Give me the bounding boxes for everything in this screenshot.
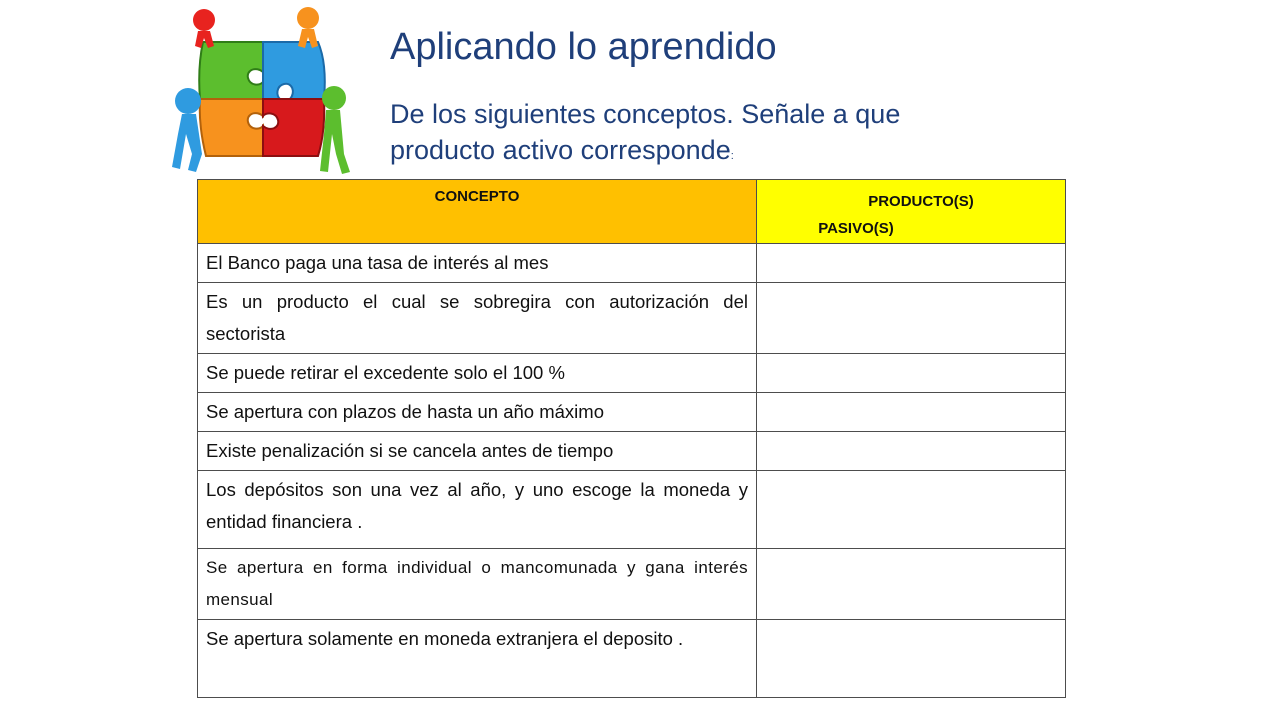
concept-cell: Se puede retirar el excedente solo el 100 %: [198, 354, 757, 393]
table-row: [198, 354, 1066, 393]
table-row: [198, 432, 1066, 471]
answer-cell[interactable]: [757, 549, 1066, 620]
concept-cell: El Banco paga una tasa de interés al mes: [198, 244, 757, 283]
table-header-row: [198, 180, 1066, 244]
table-row: [198, 549, 1066, 620]
table-row: [198, 283, 1066, 354]
answer-cell[interactable]: [757, 354, 1066, 393]
concept-cell: Se apertura en forma individual o mancomunada y gana interés mensual: [198, 549, 757, 620]
answer-cell[interactable]: [757, 244, 1066, 283]
puzzle-team-icon: [168, 4, 358, 178]
answer-cell[interactable]: [757, 393, 1066, 432]
concept-cell: Existe penalización si se cancela antes de tiempo: [198, 432, 757, 471]
figure-blue: [172, 88, 202, 172]
puzzle-piece-orange: [200, 99, 263, 156]
answer-cell[interactable]: [757, 471, 1066, 549]
concept-cell: Se apertura con plazos de hasta un año máximo: [198, 393, 757, 432]
puzzle-piece-green: [199, 42, 263, 99]
subtitle-colon: :: [730, 150, 734, 162]
answer-cell[interactable]: [757, 620, 1066, 698]
table-row: [198, 620, 1066, 698]
header-product: [757, 180, 1066, 244]
concepts-table: [197, 179, 1066, 698]
concept-cell: Los depósitos son una vez al año, y uno escoge la moneda y entidad financiera .: [198, 471, 757, 549]
answer-cell[interactable]: [757, 432, 1066, 471]
puzzle-piece-red: [263, 99, 324, 156]
page-subtitle: [390, 96, 950, 174]
table-row: [198, 244, 1066, 283]
concept-cell: Es un producto el cual se sobregira con autorización del sectorista: [198, 283, 757, 354]
subtitle-text: De los siguientes conceptos. Señale a que producto activo corresponde: [390, 99, 901, 165]
figure-green: [320, 86, 350, 174]
answer-cell[interactable]: [757, 283, 1066, 354]
puzzle-piece-blue: [263, 42, 325, 99]
concept-cell: Se apertura solamente en moneda extranjera el deposito .: [198, 620, 757, 698]
header-product-line2: PASIVO(S): [818, 220, 894, 237]
header-concept: CONCEPTO: [198, 180, 757, 244]
table-row: [198, 471, 1066, 549]
page-title: Aplicando lo aprendido: [390, 26, 777, 68]
table-row: [198, 393, 1066, 432]
header-product-line1: PRODUCTO(S): [868, 193, 974, 210]
